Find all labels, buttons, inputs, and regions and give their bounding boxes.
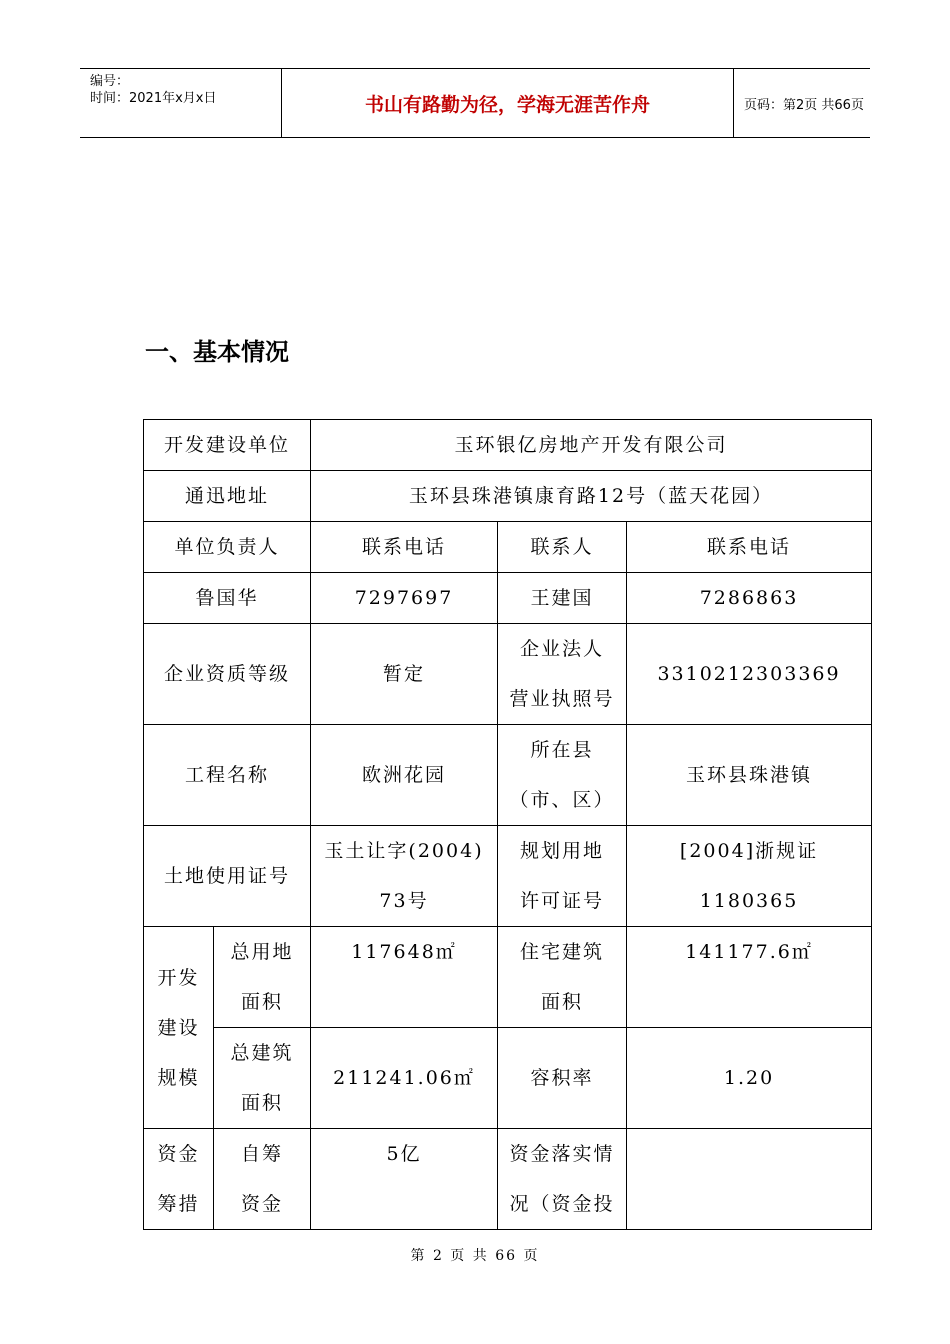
total-area-value: 211241.06㎡ xyxy=(311,1028,498,1129)
total-area-label-line: 总建筑 xyxy=(230,1042,294,1064)
plan-permit-value: [2004]浙规证1180365 xyxy=(627,826,872,927)
res-area-label-line: 面积 xyxy=(541,991,584,1013)
section-title: 一、基本情况 xyxy=(145,338,289,366)
county-value: 玉环县珠港镇 xyxy=(627,725,872,826)
fund-status-label-line: 况（资金投 xyxy=(509,1193,615,1215)
fund-status-label-line: 资金落实情 xyxy=(509,1143,615,1165)
phone-value-2: 7286863 xyxy=(627,573,872,624)
project-label: 工程名称 xyxy=(144,725,311,826)
scale-label xyxy=(144,927,214,1129)
fund-status-label xyxy=(498,1129,627,1230)
qualification-label: 企业资质等级 xyxy=(144,624,311,725)
far-label: 容积率 xyxy=(498,1028,627,1129)
table-row xyxy=(144,522,872,573)
head-label: 单位负责人 xyxy=(144,522,311,573)
project-value: 欧洲花园 xyxy=(311,725,498,826)
scale-label-line: 开发 xyxy=(157,966,200,989)
county-label xyxy=(498,725,627,826)
basic-info-table xyxy=(143,419,872,1230)
county-label-line: （市、区） xyxy=(509,789,615,811)
self-fund-label xyxy=(214,1129,311,1230)
header-motto: 书山有路勤为径，学海无涯苦作舟 xyxy=(282,69,734,137)
contact-value: 王建国 xyxy=(498,573,627,624)
table-row xyxy=(144,420,872,471)
self-fund-label-line: 资金 xyxy=(241,1193,284,1215)
license-label-line: 营业执照号 xyxy=(509,688,615,710)
table-row xyxy=(144,1028,872,1129)
table-row xyxy=(144,1129,872,1230)
land-cert-value-line: 玉土让字(2004) xyxy=(324,840,484,862)
header-meta xyxy=(80,69,282,137)
license-value: 3310212303369 xyxy=(627,624,872,725)
fund-label-line: 筹措 xyxy=(157,1193,200,1215)
page-footer: 第 2 页 共 66 页 xyxy=(410,1248,540,1264)
plan-permit-label xyxy=(498,826,627,927)
phone-label-2: 联系电话 xyxy=(627,522,872,573)
table-row xyxy=(144,624,872,725)
table-row xyxy=(144,826,872,927)
res-area-label-line: 住宅建筑 xyxy=(520,941,605,963)
plan-permit-label-line: 许可证号 xyxy=(520,890,605,912)
dev-unit-label: 开发建设单位 xyxy=(144,420,311,471)
land-area-value: 117648㎡ xyxy=(311,927,498,1028)
table-row xyxy=(144,927,872,1028)
table-row xyxy=(144,471,872,522)
res-area-value: 141177.6㎡ xyxy=(627,927,872,1028)
land-area-label xyxy=(214,927,311,1028)
license-label xyxy=(498,624,627,725)
header-page-info: 页码：第2页 共66页 xyxy=(744,97,864,113)
land-cert-label: 土地使用证号 xyxy=(144,826,311,927)
date-label: 时间：2021年x月x日 xyxy=(90,91,217,106)
self-fund-value: 5亿 xyxy=(311,1129,498,1230)
self-fund-label-line: 自筹 xyxy=(241,1143,284,1165)
fund-status-value xyxy=(627,1129,872,1230)
phone-value-1: 7297697 xyxy=(311,573,498,624)
table-row xyxy=(144,725,872,826)
serial-label: 编号： xyxy=(90,74,130,89)
land-cert-value-line: 73号 xyxy=(379,890,429,912)
fund-label-line: 资金 xyxy=(157,1143,200,1165)
land-cert-value xyxy=(311,826,498,927)
fund-label xyxy=(144,1129,214,1230)
phone-label-1: 联系电话 xyxy=(311,522,498,573)
scale-label-line: 规模 xyxy=(157,1066,200,1089)
land-area-label-line: 面积 xyxy=(241,991,284,1013)
county-label-line: 所在县 xyxy=(530,739,594,761)
dev-unit-value: 玉环银亿房地产开发有限公司 xyxy=(311,420,872,471)
res-area-label xyxy=(498,927,627,1028)
page-header xyxy=(80,68,870,138)
total-area-label xyxy=(214,1028,311,1129)
qualification-value: 暂定 xyxy=(311,624,498,725)
scale-label-line: 建设 xyxy=(157,1016,200,1039)
land-area-label-line: 总用地 xyxy=(230,941,294,963)
plan-permit-label-line: 规划用地 xyxy=(520,840,605,862)
address-value: 玉环县珠港镇康育路12号（蓝天花园） xyxy=(311,471,872,522)
head-value: 鲁国华 xyxy=(144,573,311,624)
total-area-label-line: 面积 xyxy=(241,1092,284,1114)
far-value: 1.20 xyxy=(627,1028,872,1129)
table-row xyxy=(144,573,872,624)
contact-label: 联系人 xyxy=(498,522,627,573)
address-label: 通迅地址 xyxy=(144,471,311,522)
license-label-line: 企业法人 xyxy=(520,638,605,660)
